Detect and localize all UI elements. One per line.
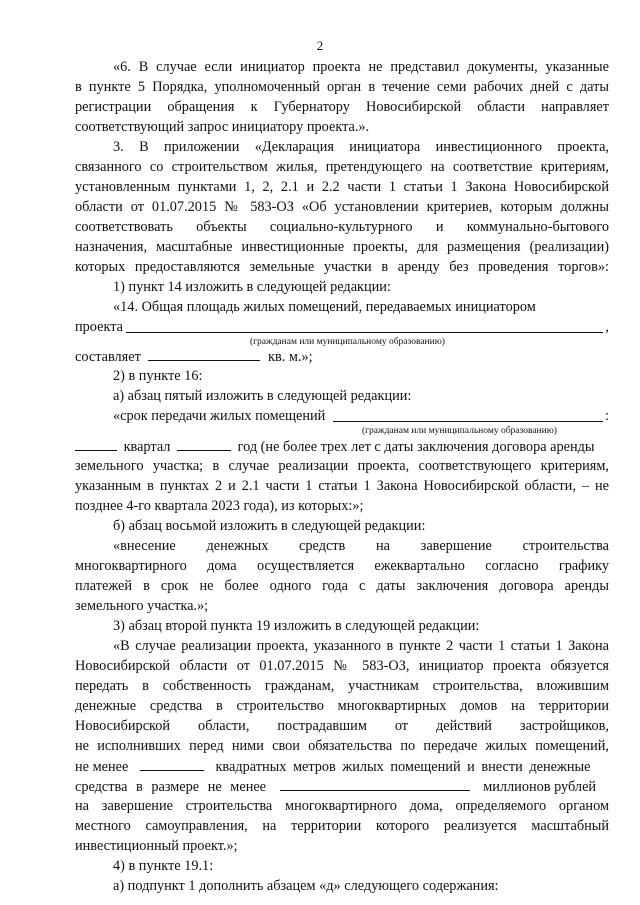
form-label: миллионов рублей [483,779,597,795]
text-line: земельного участка.»; [75,598,209,614]
text-line: Новосибирской области от 01.07.2015 № 583-ОЗ, инициатор проекта обязуется [75,658,609,674]
form-label: : [605,408,609,424]
form-label: квартал [123,439,171,455]
text-line: назначения, масштабные инвестиционные проекты, для размещения (реализации) [75,239,609,255]
blank-field [148,347,260,361]
blank-field [126,319,603,333]
form-label: , [605,319,609,335]
form-label: квадратных метров жилых помещений и внести денежные [215,759,591,775]
text-line: земельного участка; в случае реализации проекта, соответствующего критериям, [75,458,609,474]
text-line: связанного со строительством жилья, претендующего на соответствие критериям, [75,159,609,175]
text-line: «14. Общая площадь жилых помещений, передаваемых инициатором [113,299,536,315]
text-line: области от 01.07.2015 № 583-ОЗ «Об установлении критериев, которым должны [75,199,609,215]
text-line: 3) абзац второй пункта 19 изложить в следующей редакции: [113,618,480,634]
form-label: кв. м.»; [268,349,313,365]
text-line: позднее 4-го квартала 2023 года), из которых:»; [75,498,364,514]
text-line: «внесение денежных средств на завершение строительства [113,538,609,554]
form-line-quarter [75,437,609,455]
form-line-area [75,347,609,365]
form-line-funds [75,777,609,795]
text-line: местного самоуправления, на территории которого реализуется масштабный [75,818,609,834]
field-caption: (гражданам или муниципальному образованию) [362,426,557,436]
blank-field [333,408,603,422]
form-label: год (не более трех лет с даты заключения договора аренды [237,439,595,455]
text-line: на завершение строительства многоквартирного дома, определяемого органом [75,798,609,814]
text-line: соответствующий запрос инициатору проекта.». [75,119,370,135]
text-line: а) абзац пятый изложить в следующей редакции: [113,388,412,404]
text-line: которых предоставляются земельные участки в аренду без проведения торгов»: [75,259,609,275]
text-line: соответствовать объекты социально-культурного и коммунально-бытового [75,219,609,235]
form-label: не менее [75,759,129,775]
text-line: «В случае реализации проекта, указанного в пункте 2 части 1 статьи 1 Закона [113,638,609,654]
text-line: 2) в пункте 16: [113,368,203,384]
text-line: 1) пункт 14 изложить в следующей редакции: [113,279,391,295]
text-line: денежные средства в строительство многоквартирных домов на территории [75,698,609,714]
text-line: 4) в пункте 19.1: [113,858,214,874]
text-line: передать в собственность гражданам, участникам строительства, вложившим [75,678,609,694]
page-number: 2 [316,38,324,53]
text-line: инвестиционный проект.»; [75,838,238,854]
text-line: не исполнивших перед ними свои обязательства по передаче жилых помещений, [75,738,609,754]
text-line: платежей в срок не более одного года с даты заключения договора аренды [75,578,609,594]
form-label: составляет [75,349,141,365]
form-label: «срок передачи жилых помещений [113,408,326,424]
blank-field [140,757,204,771]
blank-field [177,437,231,451]
form-label: средства в размере не менее [75,779,267,795]
text-line: указанным в пунктах 2 и 2.1 части 1 статьи 1 Закона Новосибирской области, – не [75,478,609,494]
form-line-project [75,318,609,336]
form-label: проекта [75,319,123,335]
text-line: Новосибирской области, пострадавшим от действий застройщиков, [75,718,609,734]
form-line-term [113,407,609,425]
blank-field [280,777,470,791]
field-caption: (гражданам или муниципальному образованию) [250,337,445,347]
text-line: «6. В случае если инициатор проекта не представил документы, указанные [113,59,609,75]
text-line: б) абзац восьмой изложить в следующей редакции: [113,518,426,534]
form-line-area-min [75,757,609,775]
text-line: установленным пунктами 1, 2, 2.1 и 2.2 части 1 статьи 1 Закона Новосибирской [75,179,609,195]
text-line: а) подпункт 1 дополнить абзацем «д» следующего содержания: [113,878,499,894]
blank-field [75,437,117,451]
text-line: многоквартирного дома осуществляется ежеквартально согласно графику [75,558,609,574]
text-line: 3. В приложении «Декларация инициатора инвестиционного проекта, [113,139,609,155]
text-line: регистрации обращения к Губернатору Новосибирской области направляет [75,99,609,115]
text-line: в пункте 5 Порядка, уполномоченный орган в течение семи рабочих дней с даты [75,79,609,95]
